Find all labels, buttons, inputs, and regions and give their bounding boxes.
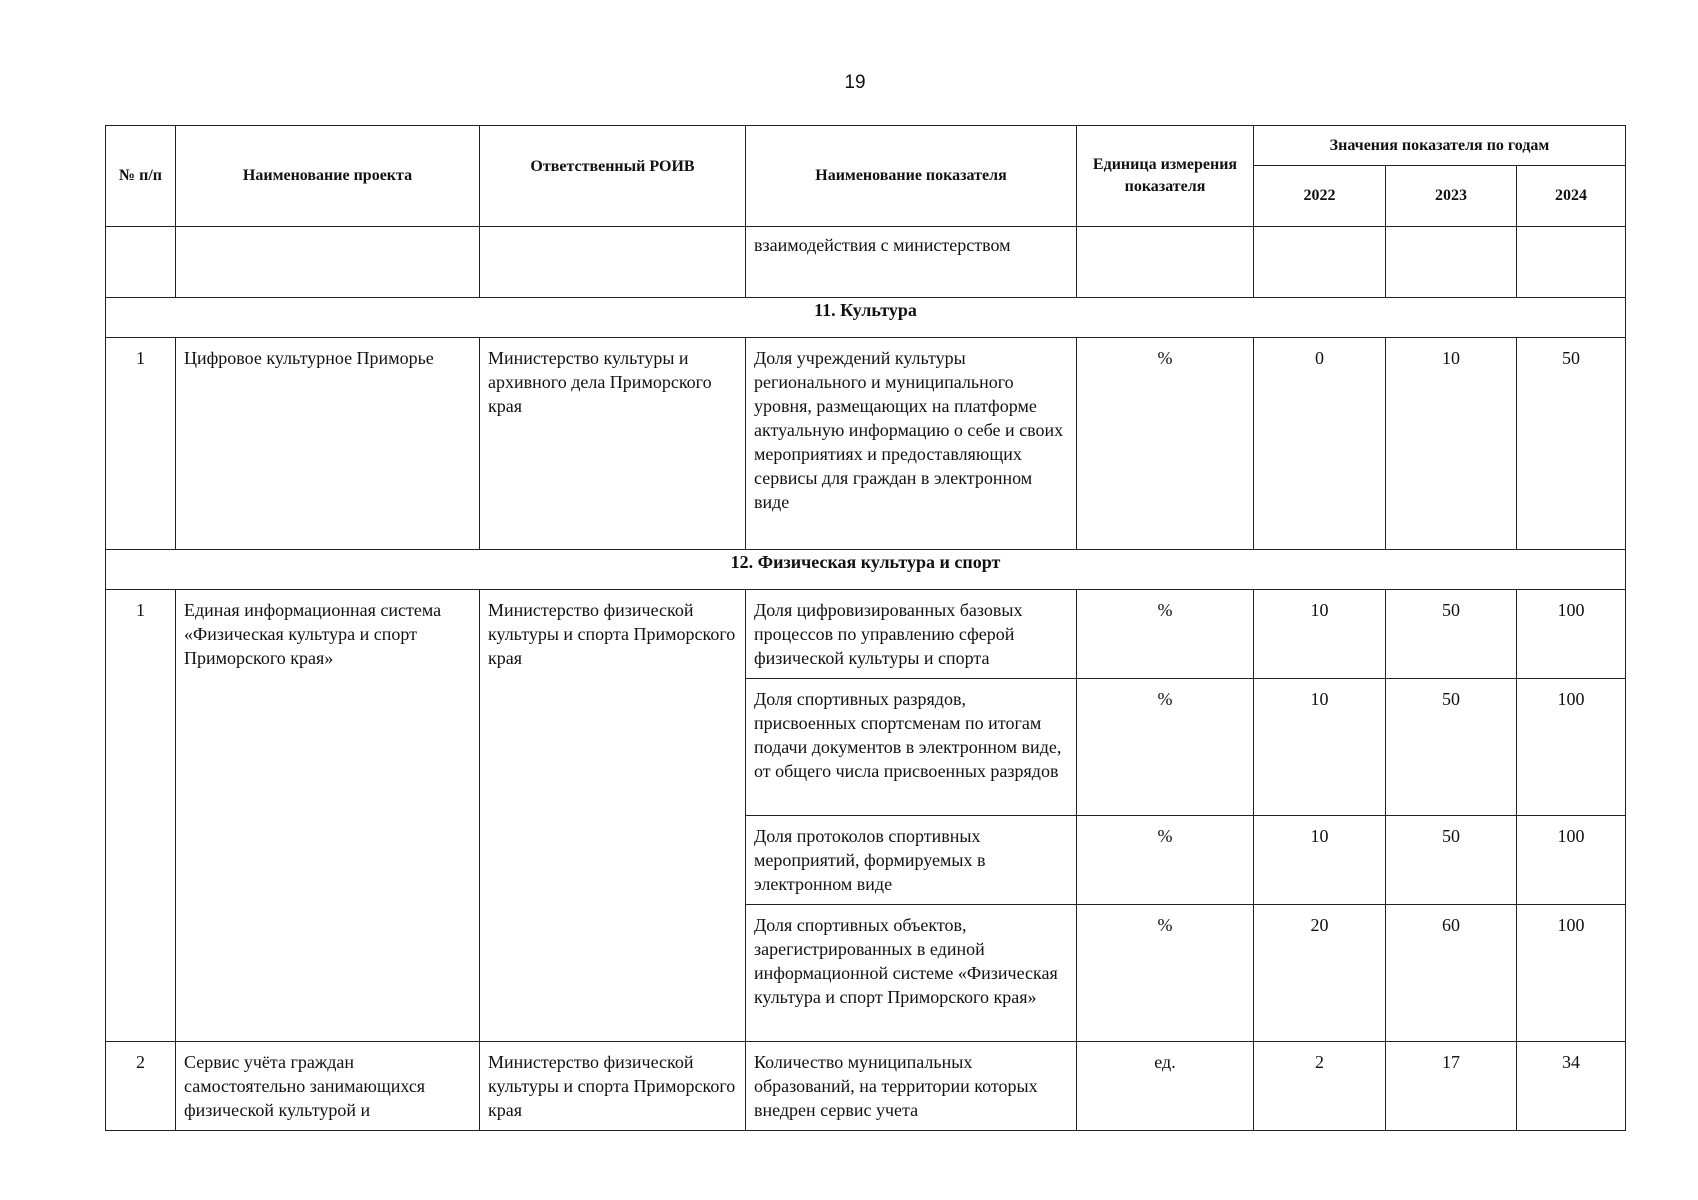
table-row bbox=[106, 590, 1626, 679]
section-title-culture: 11. Культура bbox=[106, 298, 1626, 338]
row-indicator: Доля протоколов спортивных мероприятий, формируемых в электронном виде bbox=[746, 816, 1077, 905]
row-unit: % bbox=[1077, 338, 1254, 550]
row-project: Единая информационная система «Физическая культура и спорт Приморского края» bbox=[176, 590, 480, 1042]
header-num: № п/п bbox=[106, 126, 176, 227]
row-num: 1 bbox=[106, 338, 176, 550]
continuation-indicator: взаимодействия с министерством bbox=[746, 227, 1077, 298]
header-year-2022: 2022 bbox=[1254, 166, 1386, 227]
header-year-2024: 2024 bbox=[1517, 166, 1626, 227]
row-unit: % bbox=[1077, 590, 1254, 679]
row-num: 2 bbox=[106, 1042, 176, 1131]
row-value-2022: 2 bbox=[1254, 1042, 1386, 1131]
row-value-2024: 100 bbox=[1517, 816, 1626, 905]
row-value-2024: 34 bbox=[1517, 1042, 1626, 1131]
row-roiv: Министерство культуры и архивного дела Приморского края bbox=[480, 338, 746, 550]
row-unit: % bbox=[1077, 905, 1254, 1042]
row-indicator: Доля цифровизированных базовых процессов по управлению сферой физической культуры и спорта bbox=[746, 590, 1077, 679]
row-unit: % bbox=[1077, 679, 1254, 816]
row-unit: ед. bbox=[1077, 1042, 1254, 1131]
row-value-2023: 17 bbox=[1386, 1042, 1517, 1131]
row-roiv: Министерство физической культуры и спорта Приморского края bbox=[480, 1042, 746, 1131]
table-row bbox=[106, 338, 1626, 550]
row-value-2024: 100 bbox=[1517, 679, 1626, 816]
row-value-2024: 100 bbox=[1517, 590, 1626, 679]
row-project: Сервис учёта граждан самостоятельно занимающихся физической культурой и bbox=[176, 1042, 480, 1131]
row-value-2023: 60 bbox=[1386, 905, 1517, 1042]
section-title-sport: 12. Физическая культура и спорт bbox=[106, 550, 1626, 590]
row-value-2022: 10 bbox=[1254, 590, 1386, 679]
header-roiv: Ответственный РОИВ bbox=[480, 126, 746, 227]
row-project: Цифровое культурное Приморье bbox=[176, 338, 480, 550]
section-row bbox=[106, 550, 1626, 590]
row-value-2024: 50 bbox=[1517, 338, 1626, 550]
row-indicator: Доля спортивных объектов, зарегистрированных в единой информационной системе «Физическая культура и спорт Приморского края» bbox=[746, 905, 1077, 1042]
section-row bbox=[106, 298, 1626, 338]
indicators-table bbox=[105, 125, 1626, 1131]
row-value-2023: 10 bbox=[1386, 338, 1517, 550]
header-indicator: Наименование показателя bbox=[746, 126, 1077, 227]
continuation-row bbox=[106, 227, 1626, 298]
row-value-2022: 10 bbox=[1254, 816, 1386, 905]
header-row-1 bbox=[106, 126, 1626, 166]
row-num: 1 bbox=[106, 590, 176, 1042]
header-year-2023: 2023 bbox=[1386, 166, 1517, 227]
row-value-2022: 20 bbox=[1254, 905, 1386, 1042]
row-value-2023: 50 bbox=[1386, 679, 1517, 816]
table-row bbox=[106, 1042, 1626, 1131]
row-indicator: Доля учреждений культуры регионального и муниципального уровня, размещающих на платформе актуальную информацию о себе и своих мероприятиях и предоставляющих сервисы для граждан в электронном виде bbox=[746, 338, 1077, 550]
row-value-2023: 50 bbox=[1386, 590, 1517, 679]
row-roiv: Министерство физической культуры и спорта Приморского края bbox=[480, 590, 746, 1042]
row-unit: % bbox=[1077, 816, 1254, 905]
header-unit: Единица измерения показателя bbox=[1077, 126, 1254, 227]
row-value-2024: 100 bbox=[1517, 905, 1626, 1042]
row-value-2022: 0 bbox=[1254, 338, 1386, 550]
row-value-2022: 10 bbox=[1254, 679, 1386, 816]
row-indicator: Доля спортивных разрядов, присвоенных спортсменам по итогам подачи документов в электронном виде, от общего числа присвоенных разрядов bbox=[746, 679, 1077, 816]
header-project: Наименование проекта bbox=[176, 126, 480, 227]
header-values-by-year: Значения показателя по годам bbox=[1254, 126, 1626, 166]
row-value-2023: 50 bbox=[1386, 816, 1517, 905]
page-number: 19 bbox=[844, 72, 866, 93]
row-indicator: Количество муниципальных образований, на территории которых внедрен сервис учета bbox=[746, 1042, 1077, 1131]
